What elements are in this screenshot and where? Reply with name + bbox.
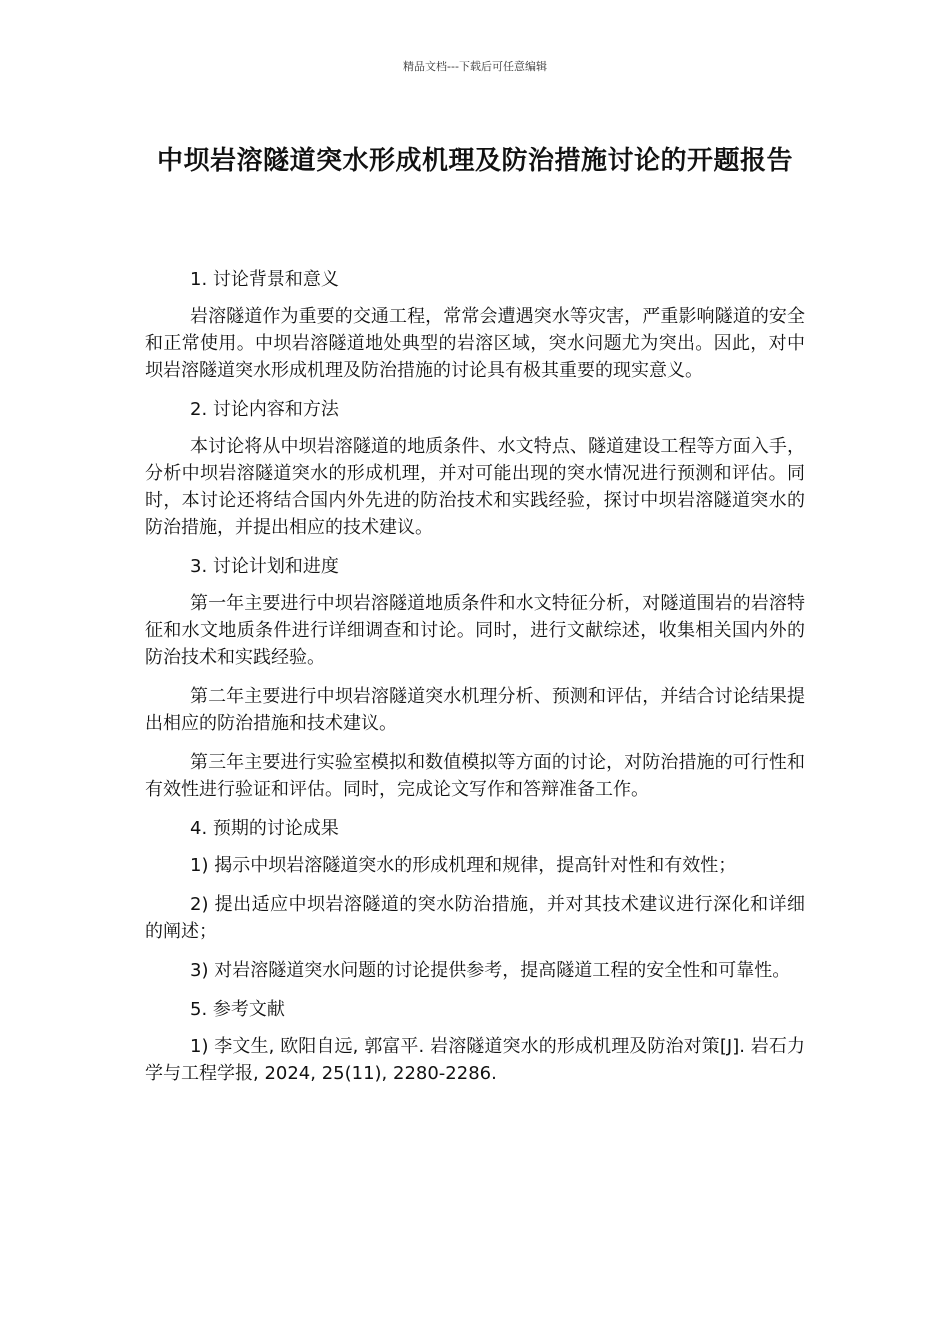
document-body (145, 266, 805, 1099)
paragraph: 第一年主要进行中坝岩溶隧道地质条件和水文特征分析，对隧道围岩的岩溶特征和水文地质条件进行详细调查和讨论。同时，进行文献综述，收集相关国内外的防治技术和实践经验。 (145, 593, 805, 668)
paragraph: 第三年主要进行实验室模拟和数值模拟等方面的讨论，对防治措施的可行性和有效性进行验证和评估。同时，完成论文写作和答辩准备工作。 (145, 752, 805, 800)
section-heading-references: 5. 参考文献 (190, 999, 285, 1020)
list-item: 2) 提出适应中坝岩溶隧道的突水防治措施，并对其技术建议进行深化和详细的阐述； (145, 894, 805, 942)
section-heading-background: 1. 讨论背景和意义 (190, 269, 339, 290)
section-heading-content-method: 2. 讨论内容和方法 (190, 399, 339, 420)
paragraph: 本讨论将从中坝岩溶隧道的地质条件、水文特点、隧道建设工程等方面入手，分析中坝岩溶隧道突水的形成机理，并对可能出现的突水情况进行预测和评估。同时，本讨论还将结合国内外先进的防治技术和实践经验，探讨中坝岩溶隧道突水的防治措施，并提出相应的技术建议。 (145, 436, 805, 538)
document-title: 中坝岩溶隧道突水形成机理及防治措施讨论的开题报告 (156, 146, 793, 176)
list-item: 3) 对岩溶隧道突水问题的讨论提供参考，提高隧道工程的安全性和可靠性。 (190, 960, 791, 981)
header-note: 精品文档---下载后可任意编辑 (403, 60, 547, 73)
section-heading-expected-results: 4. 预期的讨论成果 (190, 818, 339, 839)
paragraph: 岩溶隧道作为重要的交通工程，常常会遭遇突水等灾害，严重影响隧道的安全和正常使用。中坝岩溶隧道地处典型的岩溶区域，突水问题尤为突出。因此，对中坝岩溶隧道突水形成机理及防治措施的讨论具有极其重要的现实意义。 (145, 306, 805, 381)
list-item: 1) 揭示中坝岩溶隧道突水的形成机理和规律，提高针对性和有效性； (190, 855, 737, 876)
paragraph: 第二年主要进行中坝岩溶隧道突水机理分析、预测和评估，并结合讨论结果提出相应的防治措施和技术建议。 (145, 686, 805, 734)
reference-item: 1) 李文生, 欧阳自远, 郭富平. 岩溶隧道突水的形成机理及防治对策[J]. 岩石力学与工程学报, 2024, 25(11), 2280-2286. (145, 1036, 805, 1084)
section-heading-plan: 3. 讨论计划和进度 (190, 556, 339, 577)
